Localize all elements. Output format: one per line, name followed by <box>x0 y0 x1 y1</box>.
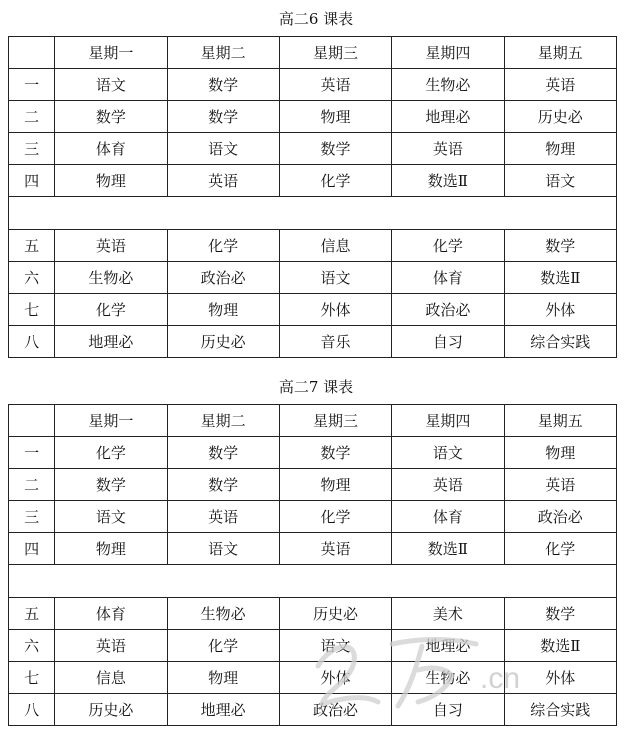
table-row <box>9 69 617 101</box>
table-row <box>9 694 617 726</box>
class-cell: 物理 <box>167 294 279 326</box>
class-cell: 英语 <box>504 469 616 501</box>
class-cell: 地理必 <box>392 630 504 662</box>
class-cell: 综合实践 <box>504 694 616 726</box>
class-cell: 数学 <box>167 437 279 469</box>
class-cell: 英语 <box>55 230 167 262</box>
class-cell: 外体 <box>279 662 391 694</box>
day-header: 星期二 <box>167 405 279 437</box>
table-row <box>9 230 617 262</box>
class-cell: 政治必 <box>392 294 504 326</box>
period-label: 一 <box>9 69 55 101</box>
period-label: 一 <box>9 437 55 469</box>
timetable-class-6 <box>8 36 617 358</box>
class-cell: 化学 <box>55 294 167 326</box>
table-row <box>9 630 617 662</box>
day-header: 星期五 <box>504 405 616 437</box>
class-cell: 外体 <box>504 294 616 326</box>
class-cell: 地理必 <box>55 326 167 358</box>
class-cell: 音乐 <box>279 326 391 358</box>
class-cell: 地理必 <box>392 101 504 133</box>
class-cell: 综合实践 <box>504 326 616 358</box>
day-header: 星期三 <box>279 37 391 69</box>
period-label: 五 <box>9 598 55 630</box>
break-cell <box>9 197 617 230</box>
class-cell: 生物必 <box>167 598 279 630</box>
class-cell: 信息 <box>55 662 167 694</box>
day-header: 星期四 <box>392 405 504 437</box>
corner-cell <box>9 405 55 437</box>
period-label: 五 <box>9 230 55 262</box>
timetable-title: 高二6 课表 <box>278 10 354 28</box>
class-cell: 数选Ⅱ <box>392 165 504 197</box>
period-label: 六 <box>9 262 55 294</box>
class-cell: 化学 <box>279 501 391 533</box>
lunch-break-row <box>9 197 617 230</box>
class-cell: 化学 <box>167 630 279 662</box>
class-cell: 历史必 <box>504 101 616 133</box>
class-cell: 体育 <box>392 262 504 294</box>
class-cell: 外体 <box>279 294 391 326</box>
class-cell: 英语 <box>167 165 279 197</box>
period-label: 二 <box>9 469 55 501</box>
class-cell: 生物必 <box>55 262 167 294</box>
class-cell: 物理 <box>504 437 616 469</box>
corner-cell <box>9 37 55 69</box>
period-label: 八 <box>9 326 55 358</box>
period-label: 三 <box>9 501 55 533</box>
class-cell: 语文 <box>392 437 504 469</box>
watermark-domain: .cn <box>480 662 521 695</box>
lunch-break-row <box>9 565 617 598</box>
class-cell: 美术 <box>392 598 504 630</box>
day-header: 星期三 <box>279 405 391 437</box>
class-cell: 政治必 <box>167 262 279 294</box>
period-label: 八 <box>9 694 55 726</box>
class-cell: 化学 <box>504 533 616 565</box>
period-label: 四 <box>9 533 55 565</box>
class-cell: 体育 <box>392 501 504 533</box>
class-cell: 物理 <box>279 469 391 501</box>
class-cell: 生物必 <box>392 69 504 101</box>
timetable-title: 高二7 课表 <box>278 378 354 396</box>
class-cell: 英语 <box>55 630 167 662</box>
period-label: 七 <box>9 662 55 694</box>
class-cell: 数学 <box>504 598 616 630</box>
table-row <box>9 469 617 501</box>
class-cell: 政治必 <box>279 694 391 726</box>
class-cell: 地理必 <box>167 694 279 726</box>
day-header: 星期四 <box>392 37 504 69</box>
class-cell: 数选Ⅱ <box>504 630 616 662</box>
table-row <box>9 133 617 165</box>
table-row <box>9 294 617 326</box>
class-cell: 化学 <box>392 230 504 262</box>
class-cell: 物理 <box>167 662 279 694</box>
table-row <box>9 501 617 533</box>
class-cell: 政治必 <box>504 501 616 533</box>
class-cell: 数学 <box>504 230 616 262</box>
class-cell: 体育 <box>55 598 167 630</box>
class-cell: 英语 <box>392 469 504 501</box>
period-label: 三 <box>9 133 55 165</box>
class-cell: 英语 <box>279 533 391 565</box>
class-cell: 数学 <box>279 437 391 469</box>
period-label: 七 <box>9 294 55 326</box>
table-row <box>9 533 617 565</box>
timetable-class-7 <box>8 404 617 726</box>
class-cell: 语文 <box>167 533 279 565</box>
class-cell: 体育 <box>55 133 167 165</box>
day-header: 星期五 <box>504 37 616 69</box>
class-cell: 物理 <box>55 165 167 197</box>
table-row <box>9 326 617 358</box>
table-row <box>9 101 617 133</box>
class-cell: 语文 <box>55 69 167 101</box>
class-cell: 数学 <box>167 69 279 101</box>
table-row <box>9 662 617 694</box>
class-cell: 数选Ⅱ <box>504 262 616 294</box>
table-row <box>9 262 617 294</box>
header-row <box>9 37 617 69</box>
class-cell: 数选Ⅱ <box>392 533 504 565</box>
class-cell: 语文 <box>167 133 279 165</box>
class-cell: 数学 <box>167 469 279 501</box>
class-cell: 化学 <box>55 437 167 469</box>
class-cell: 语文 <box>55 501 167 533</box>
class-cell: 数学 <box>279 133 391 165</box>
class-cell: 历史必 <box>167 326 279 358</box>
class-cell: 自习 <box>392 326 504 358</box>
class-cell: 外体 <box>504 662 616 694</box>
class-cell: 数学 <box>167 101 279 133</box>
break-cell <box>9 565 617 598</box>
header-row <box>9 405 617 437</box>
class-cell: 历史必 <box>279 598 391 630</box>
class-cell: 语文 <box>279 630 391 662</box>
class-cell: 自习 <box>392 694 504 726</box>
class-cell: 数学 <box>55 469 167 501</box>
class-cell: 英语 <box>392 133 504 165</box>
table-row <box>9 437 617 469</box>
class-cell: 物理 <box>279 101 391 133</box>
class-cell: 信息 <box>279 230 391 262</box>
class-cell: 英语 <box>279 69 391 101</box>
class-cell: 历史必 <box>55 694 167 726</box>
day-header: 星期一 <box>55 37 167 69</box>
class-cell: 化学 <box>279 165 391 197</box>
period-label: 四 <box>9 165 55 197</box>
class-cell: 生物必 <box>392 662 504 694</box>
day-header: 星期一 <box>55 405 167 437</box>
table-row <box>9 598 617 630</box>
class-cell: 物理 <box>504 133 616 165</box>
class-cell: 物理 <box>55 533 167 565</box>
day-header: 星期二 <box>167 37 279 69</box>
table-row <box>9 165 617 197</box>
period-label: 六 <box>9 630 55 662</box>
class-cell: 化学 <box>167 230 279 262</box>
class-cell: 数学 <box>55 101 167 133</box>
class-cell: 英语 <box>504 69 616 101</box>
period-label: 二 <box>9 101 55 133</box>
class-cell: 语文 <box>279 262 391 294</box>
class-cell: 语文 <box>504 165 616 197</box>
class-cell: 英语 <box>167 501 279 533</box>
